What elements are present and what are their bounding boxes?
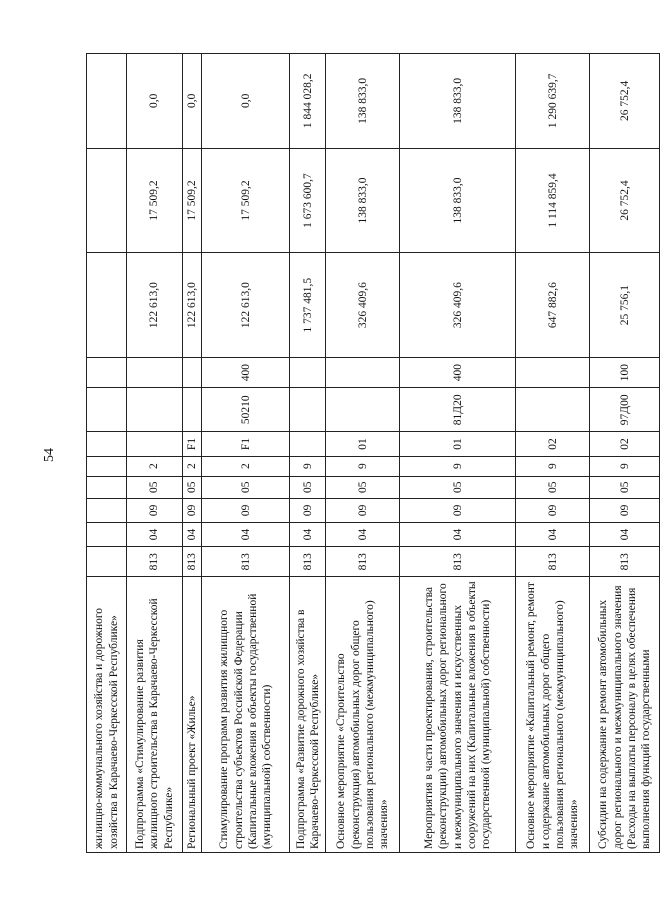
row-event-code (127, 432, 183, 456)
row-subprogram-code (87, 456, 127, 476)
row-event-code: 01 (400, 432, 516, 456)
row-subprogram-code: 2 (202, 456, 290, 476)
row-section-code: 04 (326, 522, 400, 546)
row-subprogram-code: 9 (400, 456, 516, 476)
row-amount-year-2: 17 509,2 (183, 148, 202, 253)
row-grbs-code: 813 (290, 547, 326, 577)
row-event-code: 02 (590, 432, 660, 456)
row-name: Субсидии на содержание и ремонт автомобильных дорог регионального и межмуниципального значения (Расходы на выплаты персоналу в целях обеспечения выполнения функций государственными (590, 577, 660, 853)
row-expense-type-code: 400 (202, 357, 290, 387)
row-name: Основное мероприятие «Капитальный ремонт, ремонт и содержание автомобильных дорог общего пользования регионального (межмуниципального) значения» (516, 577, 590, 853)
row-amount-year-1: 1 737 481,5 (290, 253, 326, 358)
row-amount-year-1 (87, 253, 127, 358)
row-expense-type-code: 100 (590, 357, 660, 387)
row-name: Региональный проект «Жилье» (183, 577, 202, 853)
row-direction-code: 81Д20 (400, 388, 516, 432)
row-section-code (87, 522, 127, 546)
row-subsection-code: 09 (400, 498, 516, 522)
table-row (590, 54, 660, 853)
row-expense-type-code (87, 357, 127, 387)
row-amount-year-3: 138 833,0 (400, 54, 516, 149)
row-program-code: 05 (326, 476, 400, 498)
table-row (326, 54, 400, 853)
row-expense-type-code (516, 357, 590, 387)
row-subprogram-code: 9 (290, 456, 326, 476)
row-direction-code: 97Д00 (590, 388, 660, 432)
row-program-code: 05 (183, 476, 202, 498)
row-expense-type-code (326, 357, 400, 387)
budget-table-body (87, 54, 660, 853)
row-event-code: F1 (183, 432, 202, 456)
row-amount-year-2: 17 509,2 (127, 148, 183, 253)
row-program-code: 05 (290, 476, 326, 498)
row-amount-year-1: 122 613,0 (183, 253, 202, 358)
row-section-code: 04 (516, 522, 590, 546)
row-expense-type-code (127, 357, 183, 387)
row-grbs-code: 813 (326, 547, 400, 577)
row-event-code: 02 (516, 432, 590, 456)
row-grbs-code: 813 (516, 547, 590, 577)
row-subprogram-code: 2 (127, 456, 183, 476)
row-subsection-code: 09 (326, 498, 400, 522)
row-name: Подпрограмма «Развитие дорожного хозяйства в Карачаево-Черкесской Республике» (290, 577, 326, 853)
row-amount-year-3: 0,0 (183, 54, 202, 149)
page-number: 54 (42, 448, 57, 462)
row-direction-code (127, 388, 183, 432)
row-direction-code (516, 388, 590, 432)
row-amount-year-3 (87, 54, 127, 149)
row-direction-code: 50210 (202, 388, 290, 432)
row-program-code: 05 (127, 476, 183, 498)
row-expense-type-code (290, 357, 326, 387)
row-expense-type-code: 400 (400, 357, 516, 387)
row-grbs-code: 813 (202, 547, 290, 577)
row-amount-year-3: 0,0 (127, 54, 183, 149)
row-direction-code (290, 388, 326, 432)
row-amount-year-1: 647 882,6 (516, 253, 590, 358)
row-expense-type-code (183, 357, 202, 387)
row-amount-year-2 (87, 148, 127, 253)
table-row (400, 54, 516, 853)
row-amount-year-2: 138 833,0 (400, 148, 516, 253)
rotated-page-content (86, 53, 652, 853)
row-subprogram-code: 9 (326, 456, 400, 476)
row-section-code: 04 (590, 522, 660, 546)
row-amount-year-1: 122 613,0 (202, 253, 290, 358)
row-program-code (87, 476, 127, 498)
row-grbs-code: 813 (183, 547, 202, 577)
table-row (127, 54, 183, 853)
row-subsection-code (87, 498, 127, 522)
row-subprogram-code: 2 (183, 456, 202, 476)
row-event-code (290, 432, 326, 456)
table-row (202, 54, 290, 853)
row-grbs-code: 813 (400, 547, 516, 577)
row-section-code: 04 (400, 522, 516, 546)
row-name: жилищно-коммунального хозяйства и дорожного хозяйства в Карачаево-Черкесской Республике» (87, 577, 127, 853)
row-amount-year-2: 17 509,2 (202, 148, 290, 253)
row-amount-year-2: 1 114 859,4 (516, 148, 590, 253)
row-grbs-code: 813 (127, 547, 183, 577)
row-direction-code (87, 388, 127, 432)
row-program-code: 05 (400, 476, 516, 498)
row-subsection-code: 09 (516, 498, 590, 522)
row-subprogram-code: 9 (590, 456, 660, 476)
row-amount-year-3: 138 833,0 (326, 54, 400, 149)
row-name: Стимулирование программ развития жилищного строительства субъектов Российской Федерации (Капитальные вложения в объекты государственной (муниципальной) собственности) (202, 577, 290, 853)
row-name: Основное мероприятие «Строительство (реконструкция) автомобильных дорог общего пользования регионального (межмуниципального) значения» (326, 577, 400, 853)
row-name: Мероприятия в части проектирования, строительства (реконструкции) автомобильных дорог регионального и межмуниципального значения и искусственных сооружений на них (Капитальные вложения в объекты государственной (муниципальной) собственности) (400, 577, 516, 853)
row-program-code: 05 (590, 476, 660, 498)
row-amount-year-2: 26 752,4 (590, 148, 660, 253)
row-amount-year-1: 326 409,6 (400, 253, 516, 358)
row-amount-year-3: 0,0 (202, 54, 290, 149)
row-program-code: 05 (516, 476, 590, 498)
row-section-code: 04 (127, 522, 183, 546)
row-subprogram-code: 9 (516, 456, 590, 476)
table-row (516, 54, 590, 853)
row-amount-year-2: 138 833,0 (326, 148, 400, 253)
row-subsection-code: 09 (290, 498, 326, 522)
row-subsection-code: 09 (183, 498, 202, 522)
row-direction-code (326, 388, 400, 432)
row-grbs-code (87, 547, 127, 577)
row-direction-code (183, 388, 202, 432)
row-name: Подпрограмма «Стимулирование развития жилищного строительства в Карачаево-Черкесской Республике» (127, 577, 183, 853)
row-amount-year-1: 122 613,0 (127, 253, 183, 358)
row-event-code: F1 (202, 432, 290, 456)
row-section-code: 04 (202, 522, 290, 546)
row-amount-year-3: 1 290 639,7 (516, 54, 590, 149)
row-amount-year-1: 25 756,1 (590, 253, 660, 358)
row-grbs-code: 813 (590, 547, 660, 577)
row-section-code: 04 (290, 522, 326, 546)
row-program-code: 05 (202, 476, 290, 498)
row-amount-year-2: 1 673 600,7 (290, 148, 326, 253)
row-section-code: 04 (183, 522, 202, 546)
row-event-code: 01 (326, 432, 400, 456)
row-amount-year-3: 1 844 028,2 (290, 54, 326, 149)
budget-table (86, 53, 660, 853)
table-row (183, 54, 202, 853)
row-amount-year-3: 26 752,4 (590, 54, 660, 149)
table-row (87, 54, 127, 853)
table-row (290, 54, 326, 853)
row-subsection-code: 09 (127, 498, 183, 522)
row-subsection-code: 09 (202, 498, 290, 522)
row-event-code (87, 432, 127, 456)
row-amount-year-1: 326 409,6 (326, 253, 400, 358)
row-subsection-code: 09 (590, 498, 660, 522)
